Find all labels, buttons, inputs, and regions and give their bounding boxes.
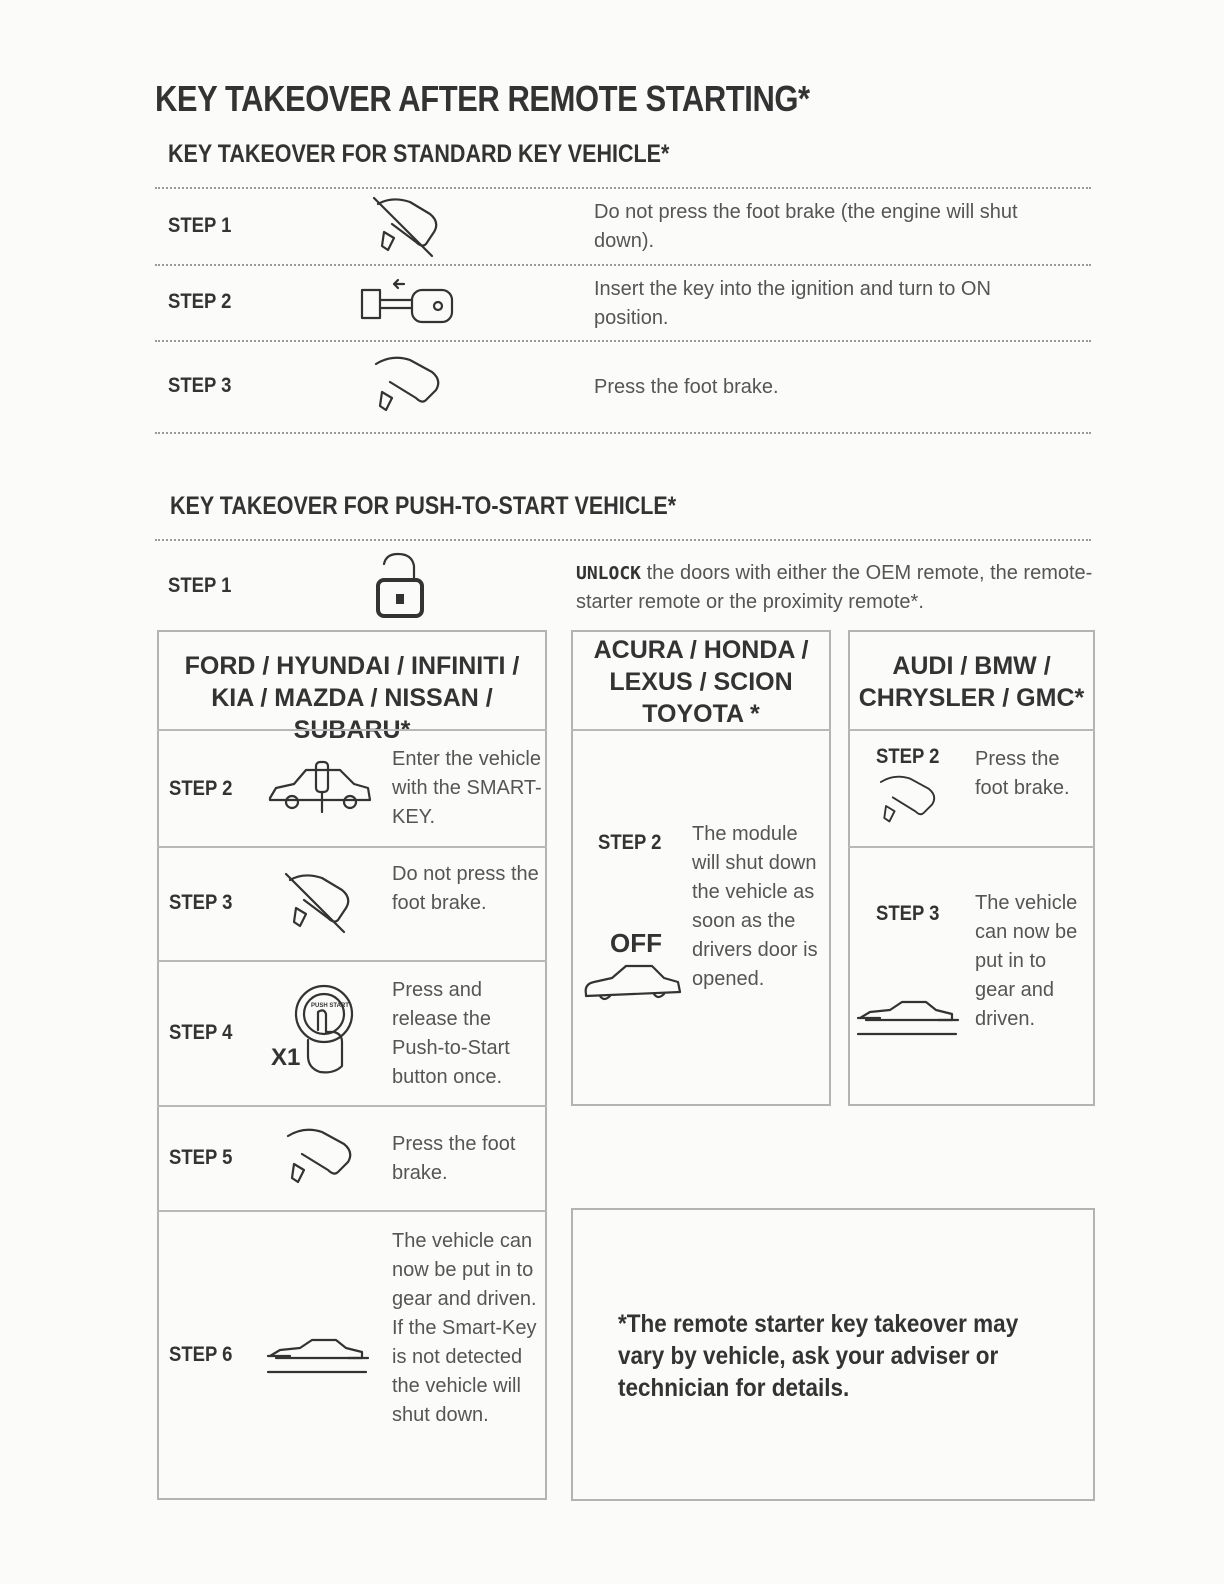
- col3-step-3-text: The vehicle can now be put in to gear and driven.: [975, 892, 1078, 1030]
- disclaimer-note: *The remote starter key takeover may vary by vehicle, ask your adviser or technician for details.: [618, 1310, 1019, 1402]
- brake-pedal-icon: [282, 1122, 362, 1192]
- divider: [157, 846, 547, 848]
- divider: [848, 729, 1095, 731]
- key-ignition-icon: [360, 270, 460, 332]
- no-brake-pedal-icon: [282, 868, 362, 938]
- col1-step-5-text: Press the foot brake.: [392, 1133, 516, 1184]
- standard-step-3-text: Press the foot brake.: [594, 376, 779, 398]
- col2-step-2-text: The module will shut down the vehicle as soon as the drivers door is opened.: [692, 823, 818, 990]
- standard-step-2-label: STEP 2: [168, 290, 232, 313]
- brake-pedal-icon: [370, 350, 450, 420]
- brand-group-3-header: AUDI / BMW / CHRYSLER / GMC*: [858, 652, 1085, 712]
- engine-off-badge: OFF: [610, 928, 662, 958]
- unlock-icon: [372, 550, 428, 620]
- standard-step-1-label: STEP 1: [168, 214, 232, 237]
- col1-step-4-text: Press and release the Push-to-Start button once.: [392, 979, 510, 1088]
- col3-step-3-label: STEP 3: [876, 902, 940, 925]
- col1-step-4-label: STEP 4: [169, 1021, 233, 1044]
- divider: [155, 187, 1091, 189]
- brake-pedal-icon: [870, 770, 950, 830]
- divider: [155, 539, 1091, 541]
- standard-key-heading: KEY TAKEOVER FOR STANDARD KEY VEHICLE*: [168, 140, 670, 168]
- divider: [157, 960, 547, 962]
- divider: [155, 432, 1091, 434]
- car-off-icon: [582, 958, 682, 1004]
- push-step-1-description: the doors with either the OEM remote, the remote-starter remote or the proximity remote*.: [576, 562, 1093, 613]
- col1-step-3-label: STEP 3: [169, 891, 233, 914]
- unlock-keyword: UNLOCK: [576, 563, 642, 584]
- standard-step-3-label: STEP 3: [168, 374, 232, 397]
- push-step-1-text: [576, 559, 1096, 617]
- col1-step-2-text: Enter the vehicle with the SMART-KEY.: [392, 748, 542, 828]
- divider: [157, 1210, 547, 1212]
- car-driving-icon: [856, 996, 960, 1038]
- push-step-1-label: STEP 1: [168, 574, 232, 597]
- page-title: KEY TAKEOVER AFTER REMOTE STARTING*: [155, 78, 810, 119]
- car-driving-icon: [266, 1334, 370, 1376]
- no-brake-pedal-icon: [370, 192, 450, 262]
- divider: [155, 340, 1091, 342]
- divider: [157, 1105, 547, 1107]
- col1-step-6-label: STEP 6: [169, 1343, 233, 1366]
- col3-step-2-text: Press the foot brake.: [975, 748, 1070, 799]
- push-start-label: PUSH START: [311, 1003, 349, 1009]
- col1-step-2-label: STEP 2: [169, 777, 233, 800]
- divider: [571, 729, 831, 731]
- standard-step-1-text: Do not press the foot brake (the engine will shut down).: [594, 201, 1018, 252]
- divider: [848, 846, 1095, 848]
- col3-step-2-label: STEP 2: [876, 745, 940, 768]
- brand-group-1-header: FORD / HYUNDAI / INFINITI / KIA / MAZDA / NISSAN / SUBARU*: [184, 652, 520, 744]
- col1-step-5-label: STEP 5: [169, 1146, 233, 1169]
- push-start-button-icon: [294, 982, 360, 1078]
- car-smart-key-icon: [266, 758, 376, 818]
- col2-step-2-label: STEP 2: [598, 831, 662, 854]
- press-count-badge: X1: [271, 1044, 301, 1071]
- col1-step-3-text: Do not press the foot brake.: [392, 863, 539, 914]
- brand-group-2-header: ACURA / HONDA / LEXUS / SCION TOYOTA *: [593, 636, 809, 728]
- standard-step-2-text: Insert the key into the ignition and turn to ON position.: [594, 278, 991, 329]
- divider: [155, 264, 1091, 266]
- divider: [157, 729, 547, 731]
- push-to-start-heading: KEY TAKEOVER FOR PUSH-TO-START VEHICLE*: [170, 492, 677, 520]
- col1-step-6-text: The vehicle can now be put in to gear and driven. If the Smart-Key is not detected the vehicle will shut down.: [392, 1230, 537, 1426]
